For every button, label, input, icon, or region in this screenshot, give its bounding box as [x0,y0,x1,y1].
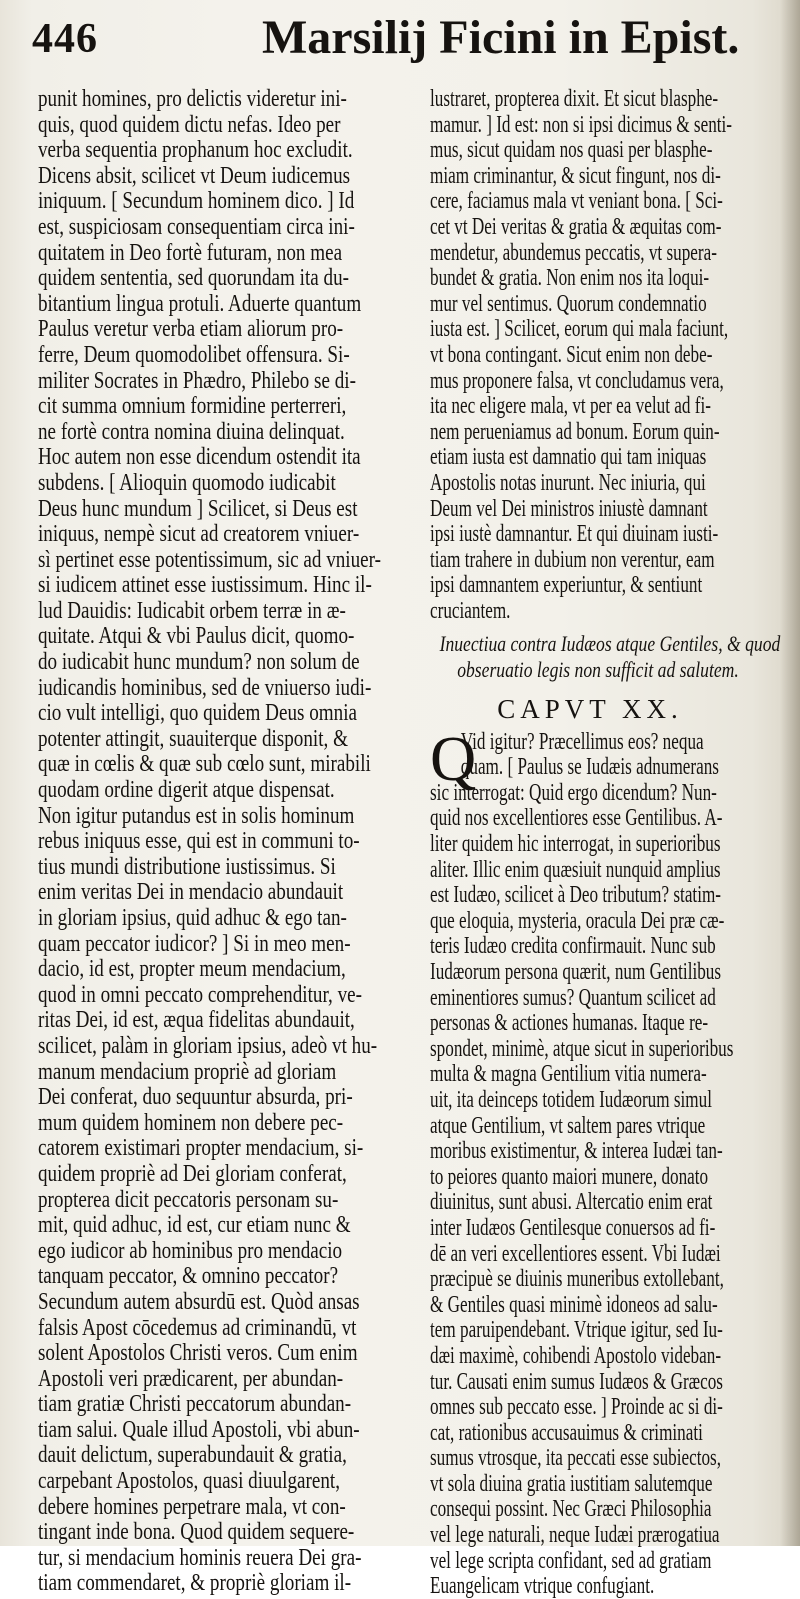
text-line: potenter attingit, suauiterque disponit, & [38,724,348,752]
right-column [430,85,781,1599]
chapter-text [430,722,770,1599]
text-line: sumus vtrosque, ita peccati esse subiectos, [430,1444,722,1472]
text-line: quam peccator iudicor? ] Si in meo men- [38,929,351,957]
text-line: mit, quid adhuc, id est, cur etiam nunc & [38,1211,351,1239]
text-line: ipsi iustè damnantur. Et qui diuinam iusti- [430,520,719,548]
text-line: liter quidem hic interrogat, in superioribus [430,830,721,858]
text-line: Apostolis notas inurunt. Nec iniuria, qui [430,468,706,496]
text-line: bundet & gratia. Non enim nos ita loqui- [430,264,710,292]
text-line: iniquum. [ Secundum hominem dico. ] Id [38,187,355,215]
text-line: que eloquia, mysteria, oracula Dei præ cæ- [430,906,725,934]
drop-cap: Q [430,722,477,794]
chapter-body [430,722,770,1599]
text-line: quitatem in Deo fortè futuram, non mea [38,238,343,266]
text-line: Apostoli veri prædicarent, per abundan- [38,1364,344,1392]
text-line: tiam salui. Quale illud Apostoli, vbi abun- [38,1415,360,1443]
text-line: mus proponere falsa, vt concludamus vera, [430,366,724,394]
text-line: cere, faciamus mala vt veniant bona. [ Sci- [430,187,723,215]
text-line: in gloriam ipsius, quid adhuc & ego tan- [38,904,347,931]
text-line: vt bona contingant. Sicut enim non debe- [430,340,713,368]
text-line: rebus iniquus esse, qui est in communi to- [38,827,360,855]
text-line: militer Socrates in Phædro, Philebo se di- [38,366,356,394]
text-line: mendetur, abundemus peccatis, vt supera- [430,238,717,266]
page-number: 446 [32,16,98,62]
text-line: tem paruipendebant. Vtrique igitur, sed Iu- [430,1316,723,1344]
text-line: tanquam peccator, & omnino peccator? [38,1262,339,1290]
text-line: dauit delictum, superabundauit & gratia, [38,1441,347,1469]
text-line: quitate. Atqui & vbi Paulus dicit, quomo- [38,622,355,650]
text-line: iniquus, nempè sicut ad creatorem vniuer- [38,520,360,548]
text-line: tiam gratiæ Christi peccatorum abundan- [38,1390,352,1418]
text-line: quid nos excellentiores esse Gentilibus. A- [430,804,723,832]
text-line: quidem sententia, sed quorundam ita du- [38,264,350,292]
text-line: dē an veri excellentiores essent. Vbi Iudæi [430,1239,721,1267]
text-line: vel lege scripta confidant, sed ad gratiam [430,1546,712,1574]
text-line: subdens. [ Alioquin quomodo iudicabit [38,468,336,496]
text-line: personas & actiones humanas. Itaque re- [430,1009,709,1037]
text-line: do iudicabit hunc mundum? non solum de [38,648,360,676]
text-line: est Iudæo, scilicet à Deo tributum? statim- [430,881,722,909]
text-line: dacio, id est, propter meum mendacium, [38,955,346,983]
text-line: Deus hunc mundum ] Scilicet, si Deus est [38,494,358,522]
text-line: tur, si mendacium hominis reuera Dei gra- [38,1543,362,1571]
text-line: atque Gentilium, vt saltem pares vtrique [430,1111,706,1139]
text-line: lud Dauidis: Iudicabit orbem terræ in æ- [38,596,346,624]
text-line: Non igitur putandus est in solis hominum [38,801,355,829]
text-line: manum mendacium propriè ad gloriam [38,1057,337,1085]
text-line: consequi possint. Nec Græci Philosophia [430,1495,712,1523]
text-line: diuinitus, sunt abusi. Altercatio enim erat [430,1188,713,1216]
text-line: ita nec eligere mala, vt per ea velut ad fi- [430,392,711,420]
text-line: dæi maximè, cohibendi Apostolo videban- [430,1341,722,1369]
text-line: mur vel sentimus. Quorum condemnatio [430,289,707,317]
text-line: inter Iudæos Gentilesque conuersos ad fi- [430,1213,716,1241]
text-line: cat, rationibus accusauimus & criminati [430,1418,703,1446]
text-line: mum quidem hominem non debere pec- [38,1108,344,1136]
text-line: Vid igitur? Præcellimus eos? nequa [460,727,704,755]
text-line: tur. Causati enim sumus Iudæos & Græcos [430,1367,723,1395]
text-line: punit homines, pro delictis videretur ini- [38,85,347,112]
text-line: vt sola diuina gratia iustitiam salutemque [430,1469,713,1497]
text-line: ipsi damnantem experiuntur, & sentiunt [430,571,703,599]
text-line: cio vult intelligi, quo quidem Deus omnia [38,699,357,727]
text-line: præcipuè se diuinis muneribus extollebant, [430,1265,724,1293]
text-line: obseruatio legis non sufficit ad salutem. [457,657,739,683]
text-line: quidem propriè ad Dei gloriam conferat, [38,1159,347,1187]
text-line: propterea dicit peccatoris personam su- [38,1185,339,1213]
text-line: tiam trahere in dubium non verentur, eam [430,545,715,573]
text-line: Hoc autem non esse dicendum ostendit ita [38,443,361,471]
text-line: tiam commendaret, & propriè gloriam il- [38,1569,352,1597]
text-line: mamur. ] Id est: non si ipsi dicimus & senti- [430,110,733,138]
text-line: iudicandis hominibus, sed de vniuerso iudi- [38,673,372,701]
text-line: bitantium lingua protuli. Aduerte quantum [38,289,362,317]
text-line: spondet, minimè, atque sicut in superioribus [430,1034,734,1062]
text-line: lustraret, propterea dixit. Et sicut blasphe- [430,85,719,112]
text-line: vel lege naturali, neque Iudæi prærogatiua [430,1521,720,1549]
left-column [38,86,414,1596]
text-line: & Gentiles quasi minimè idoneos ad salu- [430,1290,718,1318]
text-line: quam. [ Paulus se Iudæis adnumerans [460,753,719,781]
text-line: Iudæorum persona quærit, num Gentilibus [430,958,722,985]
chapter-title: CAPVT XX. [497,693,683,724]
right-column-text [430,86,770,623]
text-line: etiam iusta est damnatio qui tam iniquas [430,443,707,471]
text-line: ritas Dei, id est, æqua fidelitas abundauit, [38,1006,355,1034]
text-line: omnes sub peccato esse. ] Proinde ac si di- [430,1393,723,1421]
text-line: cruciantem. [430,596,511,624]
text-line: cit summa omnium formidine perterreri, [38,392,347,420]
text-line: falsis Apost cōcedemus ad criminandū, vt [38,1313,357,1341]
text-line: scilicet, palàm in gloriam ipsius, adeò vt hu- [38,1031,378,1059]
text-line: quæ in cœlis & quæ sub cœlo sunt, mirabili [38,750,371,778]
text-line: carpebant Apostolos, quasi diuulgarent, [38,1467,340,1495]
text-line: quis, quod quidem dictu nefas. Ideo per [38,110,341,138]
text-line: sic interrogat: Quid ergo dicendum? Nun- [430,778,717,806]
text-line: si iudicem attinet esse iustissimum. Hinc il- [38,571,372,599]
text-line: nem perueniamus ad bonum. Eorum quin- [430,417,720,445]
page-gutter-shadow [780,0,800,1546]
text-line: iusta est. ] Scilicet, eorum qui mala faciunt, [430,315,729,343]
text-line: sì pertinet esse potentissimum, sic ad vniuer- [38,545,382,573]
text-line: teris Iudæo credita confirmauit. Nunc sub [430,932,716,960]
text-line: Dei conferat, duo sequuntur absurda, pri- [38,1083,353,1111]
text-line: mus, sicut quidam nos quasi per blasphe- [430,136,713,164]
text-line: to peiores quanto maiori munere, donato [430,1162,709,1190]
running-head: Marsilij Ficini in Epist. [262,11,740,64]
text-line: verba sequentia prophanum hoc excludit. [38,136,353,164]
text-line: ego iudicor ab hominibus pro mendacio [38,1236,343,1264]
text-line: moribus existimentur, & interea Iudæi tan- [430,1137,723,1165]
text-line: quod in omni peccato comprehenditur, ve- [38,980,363,1008]
text-line: tius mundi distributione iustissimus. Si [38,852,336,880]
section-heading [430,631,781,683]
text-line: enim veritas Dei in mendacio abundauit [38,878,344,906]
text-line: tingant inde bona. Quod quidem sequere- [38,1518,355,1546]
text-line: Dicens absit, scilicet vt Deum iudicemus [38,161,351,189]
text-line: Secundum autem absurdū est. Quòd ansas [38,1287,360,1315]
text-line: quodam ordine digerit atque dispensat. [38,776,335,804]
text-line: miam criminantur, & sicut fingunt, nos di- [430,161,721,189]
text-line: aliter. Illic enim quæsiuit nunquid amplius [430,855,721,883]
text-line: multa & magna Gentilium vitia numera- [430,1060,707,1088]
text-line: eminentiores sumus? Quantum scilicet ad [430,983,716,1011]
text-line: ferre, Deum quomodolibet offensura. Si- [38,340,350,368]
text-line: uit, ita deinceps totidem Iudæorum simul [430,1085,712,1113]
text-line: Deum vel Dei ministros iniustè damnant [430,494,708,522]
text-line: solent Apostolos Christi veros. Cum enim [38,1339,358,1367]
text-line: Euangelicam vtrique confugiant. [430,1572,655,1599]
text-line: Inuectiua contra Iudæos atque Gentiles, & quod [439,631,781,657]
text-line: catorem existimari propter mendacium, si- [38,1134,364,1162]
text-line: debere homines perpetrare mala, vt con- [38,1492,346,1520]
text-line: est, suspiciosam consequentiam circa ini- [38,212,355,240]
text-line: cet vt Dei veritas & gratia & æquitas com- [430,212,722,240]
text-line: Paulus veretur verba etiam aliorum pro- [38,315,344,343]
text-line: ne fortè contra nomina diuina delinquat. [38,417,345,445]
